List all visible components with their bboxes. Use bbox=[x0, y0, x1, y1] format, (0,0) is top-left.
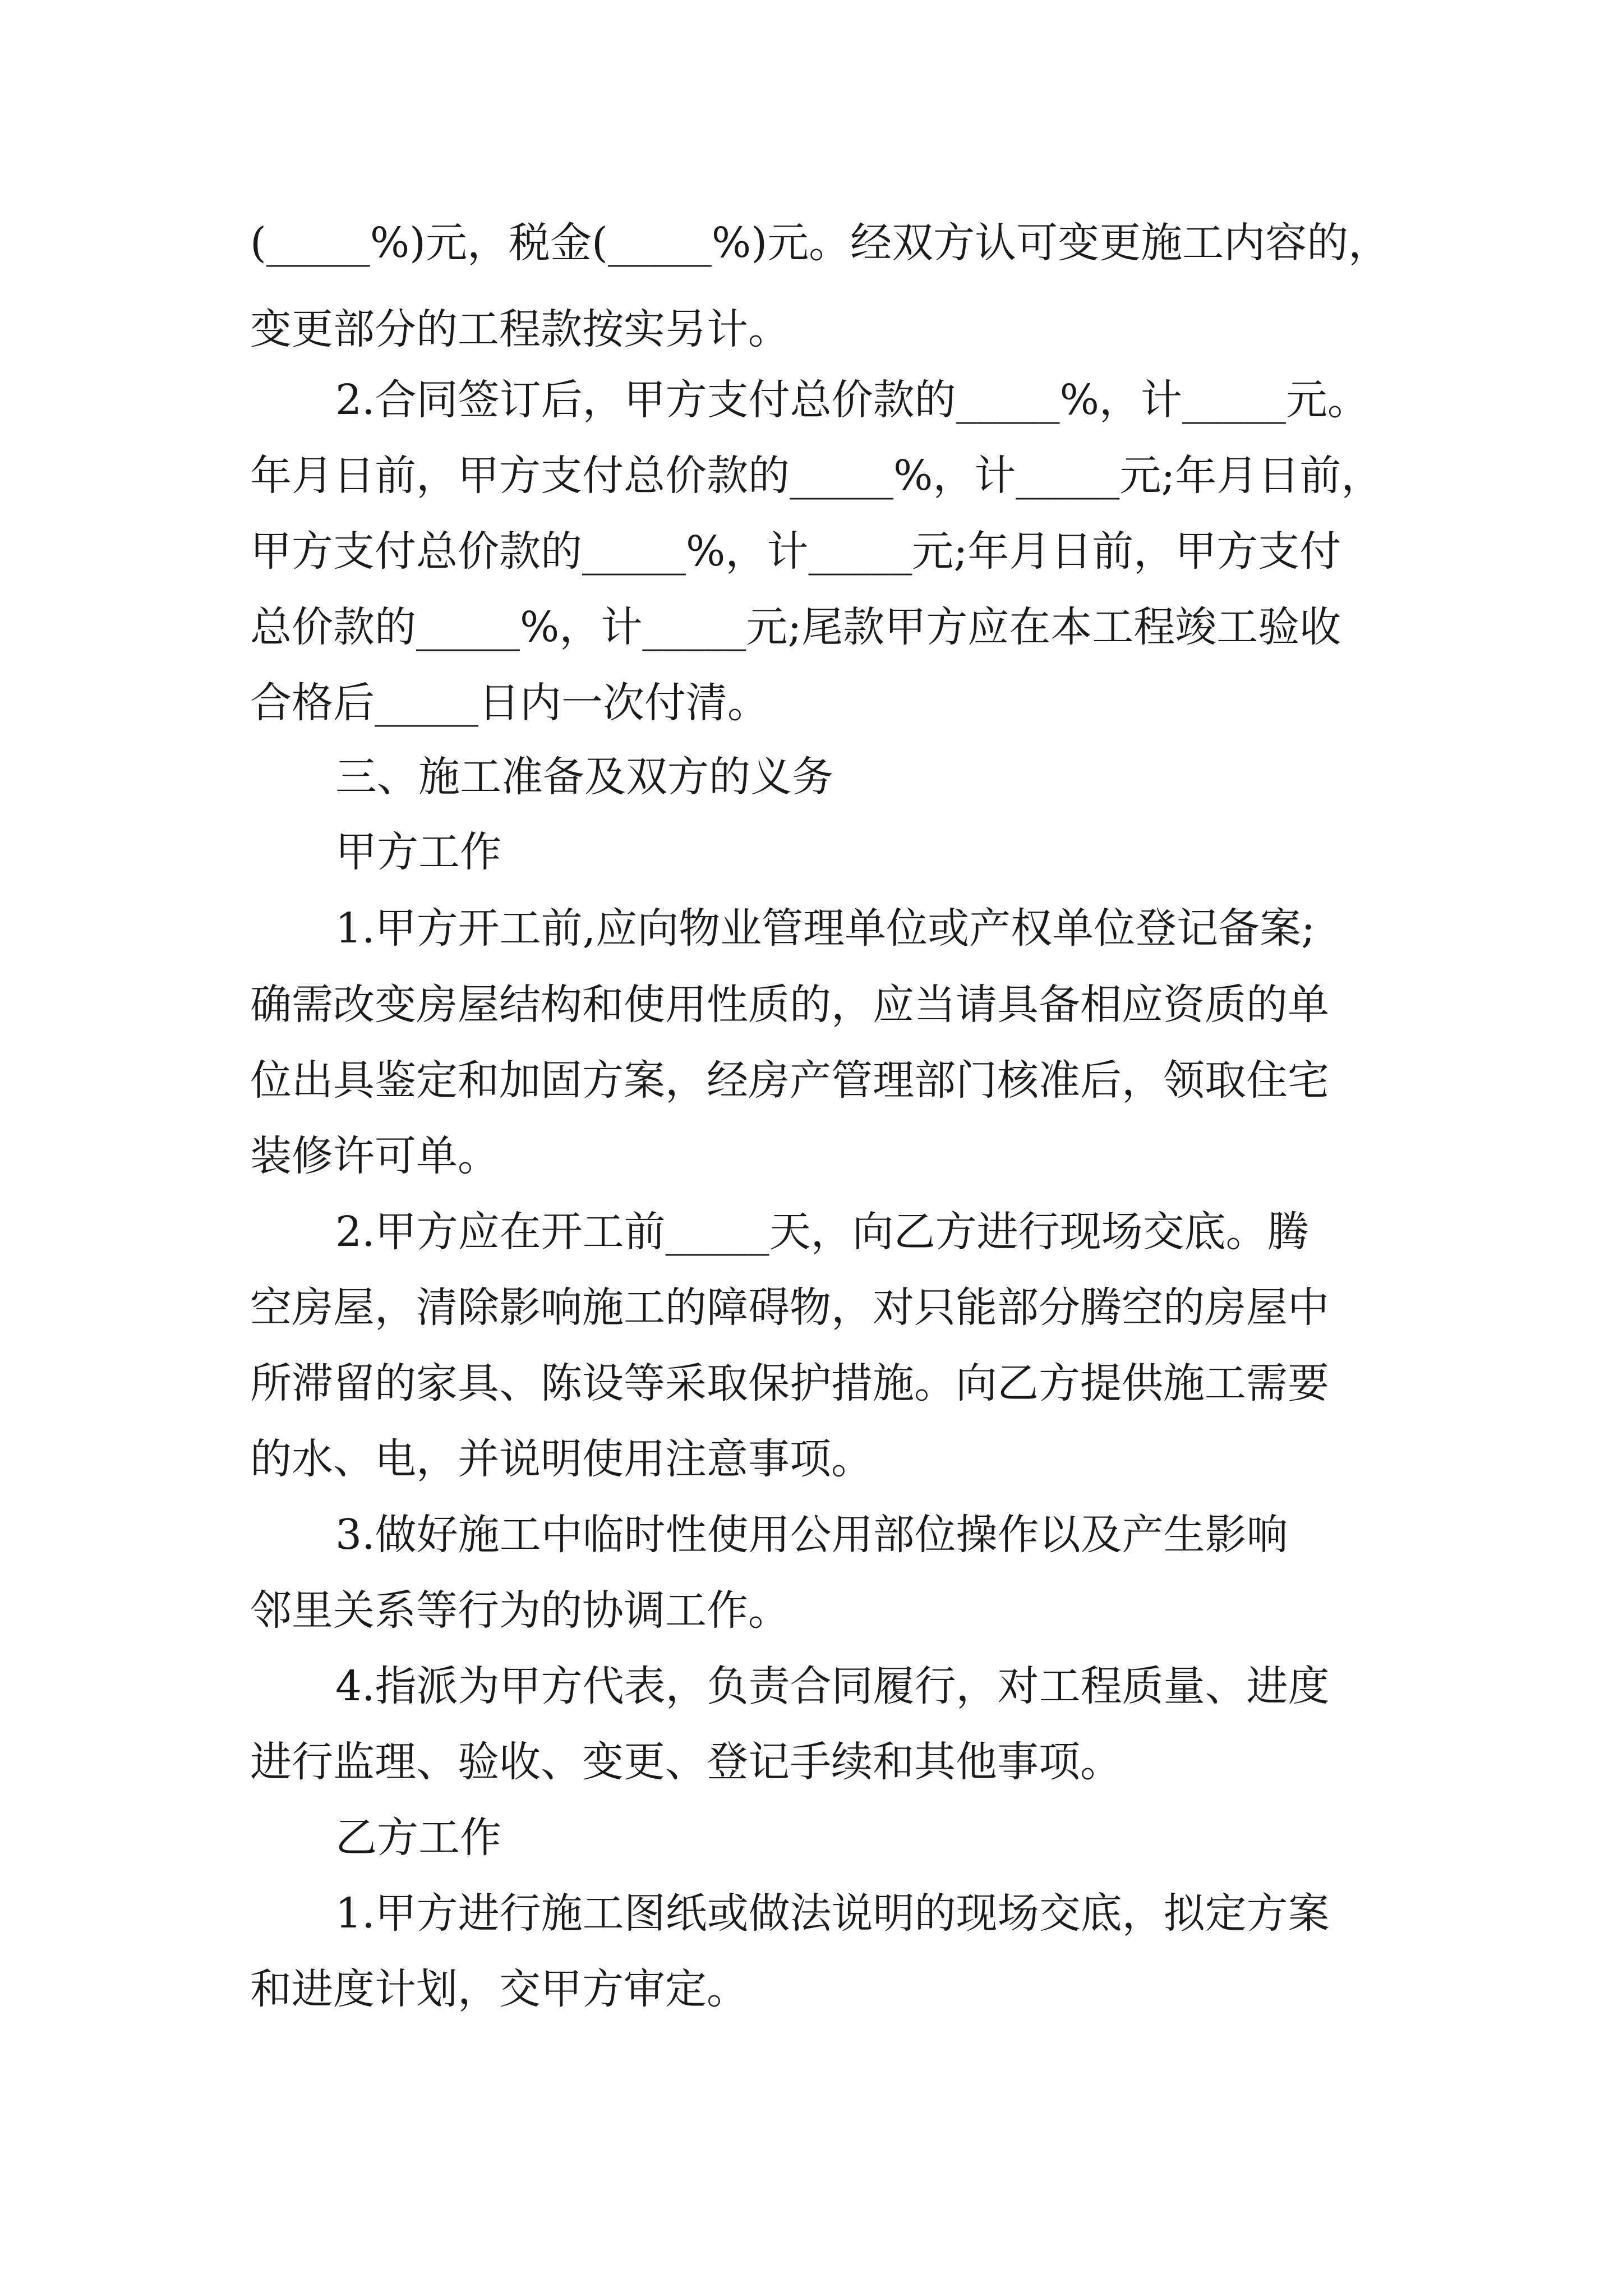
text-line: 邻里关系等行为的协调工作。 bbox=[250, 1586, 790, 1635]
text-line: 位出具鉴定和加固方案，经房产管理部门核准后，领取住宅 bbox=[250, 1056, 1329, 1105]
text-line: 确需改变房屋结构和使用性质的，应当请具备相应资质的单 bbox=[250, 981, 1329, 1029]
text-line: 装修许可单。 bbox=[250, 1132, 499, 1180]
section-heading: 三、施工准备及双方的义务 bbox=[335, 753, 833, 801]
text-line: 的水、电，并说明使用注意事项。 bbox=[250, 1435, 873, 1483]
text-line: 变更部分的工程款按实另计。 bbox=[250, 305, 790, 353]
text-line: 2.甲方应在开工前_____天，向乙方进行现场交底。腾 bbox=[335, 1208, 1309, 1256]
text-line: 和进度计划，交甲方审定。 bbox=[250, 1965, 748, 2013]
text-line: 2.合同签订后，甲方支付总价款的_____%，计_____元。 bbox=[335, 376, 1369, 424]
text-line: 合格后_____日内一次付清。 bbox=[250, 679, 769, 727]
subsection-heading: 乙方工作 bbox=[335, 1814, 501, 1862]
text-line: 1.甲方开工前,应向物业管理单位或产权单位登记备案; bbox=[335, 904, 1316, 953]
text-line: 3.做好施工中临时性使用公用部位操作以及产生影响 bbox=[335, 1511, 1288, 1559]
text-line: 所滞留的家具、陈设等采取保护措施。向乙方提供施工需要 bbox=[250, 1359, 1329, 1407]
text-line: 空房屋，清除影响施工的障碍物，对只能部分腾空的房屋中 bbox=[250, 1283, 1329, 1332]
text-line: 总价款的_____%，计_____元;尾款甲方应在本工程竣工验收 bbox=[250, 603, 1341, 651]
text-line: 年月日前，甲方支付总价款的_____%，计_____元;年月日前， bbox=[250, 452, 1383, 500]
text-line: 进行监理、验收、变更、登记手续和其他事项。 bbox=[250, 1738, 1122, 1786]
text-line: 4.指派为甲方代表，负责合同履行，对工程质量、进度 bbox=[335, 1662, 1330, 1710]
text-line: 甲方支付总价款的_____%，计_____元;年月日前，甲方支付 bbox=[250, 527, 1341, 576]
text-line: 1.甲方进行施工图纸或做法说明的现场交底，拟定方案 bbox=[335, 1889, 1330, 1938]
text-line: (_____%)元，税金(_____%)元。经双方认可变更施工内容的， bbox=[250, 219, 1390, 267]
subsection-heading: 甲方工作 bbox=[335, 828, 501, 876]
